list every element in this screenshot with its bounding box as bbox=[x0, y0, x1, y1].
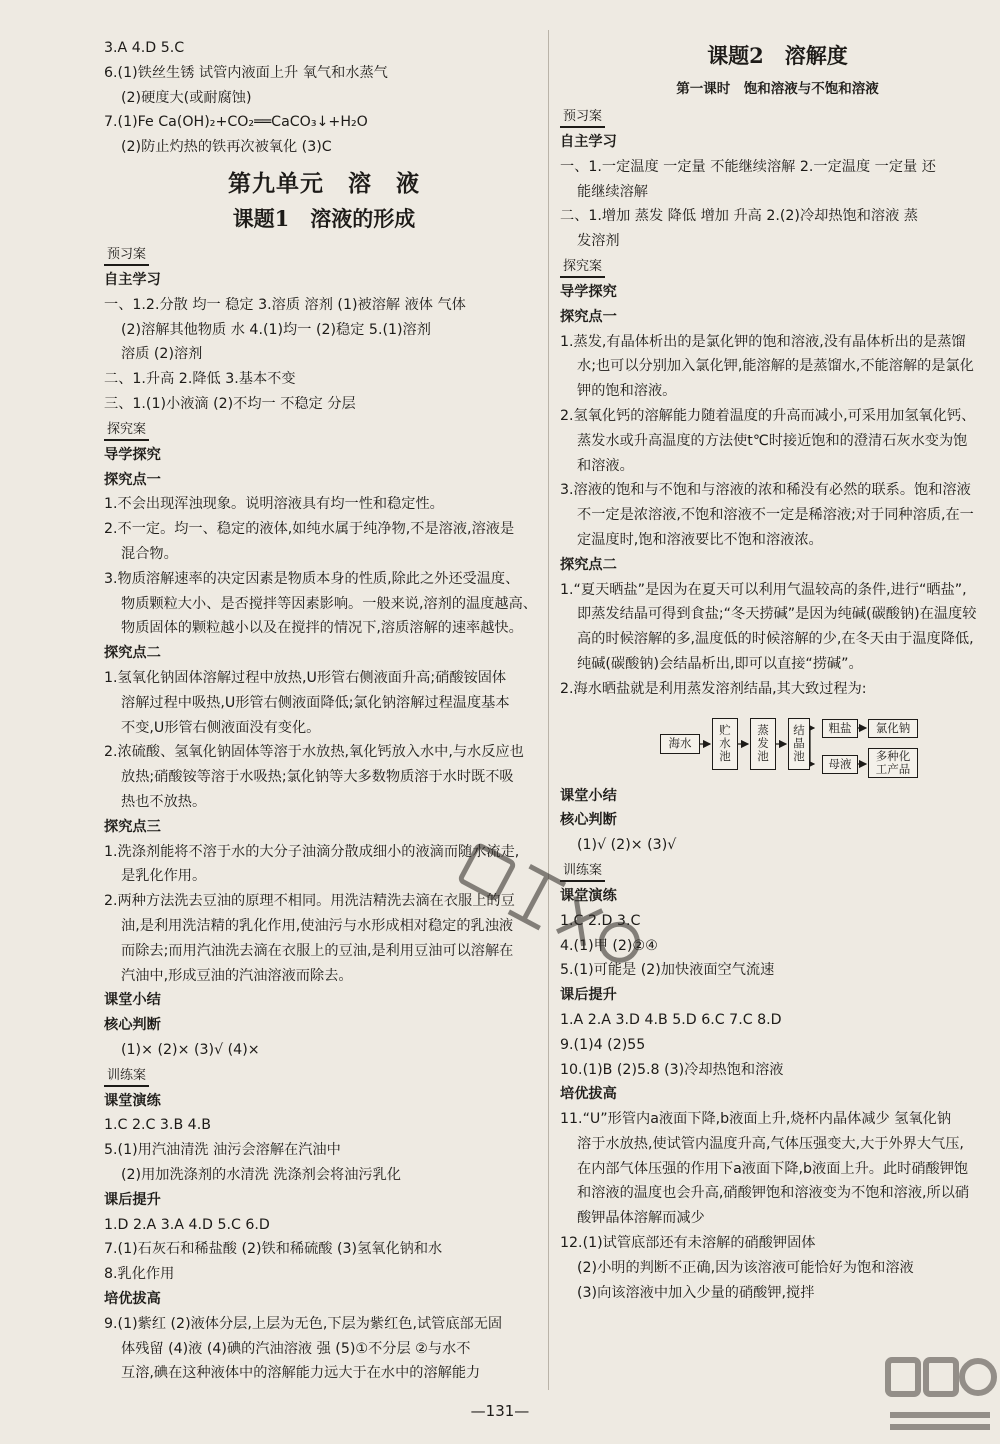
section-tag-explore: 探究案 bbox=[560, 258, 605, 278]
answer-line: 水;也可以分别加入氯化钾,能溶解的是蒸馏水,不能溶解的是氯化 bbox=[577, 358, 974, 375]
answer-line: 7.(1)石灰石和稀盐酸 (2)铁和稀硫酸 (3)氢氧化钠和水 bbox=[104, 1241, 443, 1258]
lesson-title: 课题1 溶液的形成 bbox=[232, 205, 416, 231]
answer-line: 溶解过程中吸热,U形管右侧液面降低;氯化钠溶解过程温度基本 bbox=[121, 694, 510, 711]
unit-title: 第九单元 溶 液 bbox=[228, 169, 420, 197]
answer-line: 3.物质溶解速率的决定因素是物质本身的性质,除此之外还受温度、 bbox=[104, 570, 520, 587]
flow-box-evaporation: 蒸发池 bbox=[750, 718, 776, 770]
section-heading: 课堂演练 bbox=[560, 887, 617, 904]
answer-line: 5.(1)用汽油清洗 油污会溶解在汽油中 bbox=[104, 1142, 341, 1159]
section-heading: 核心判断 bbox=[560, 812, 617, 829]
section-heading: 自主学习 bbox=[104, 271, 161, 288]
answer-line: 9.(1)紫红 (2)液体分层,上层为无色,下层为紫红色,试管底部无固 bbox=[104, 1315, 503, 1332]
flow-box-mother-liquor: 母液 bbox=[822, 755, 858, 774]
answer-line: 二、1.增加 蒸发 降低 增加 升高 2.(2)冷却热饱和溶液 蒸 bbox=[560, 208, 918, 225]
answer-line: 1.蒸发,有晶体析出的是氯化钾的饱和溶液,没有晶体析出的是蒸馏 bbox=[560, 333, 966, 350]
answer-line: 能继续溶解 bbox=[577, 183, 648, 200]
answer-line: 溶于水放热,使试管内温度升高,气体压强变大,大于外界大气压, bbox=[577, 1135, 964, 1152]
corner-site-logo bbox=[880, 1350, 1000, 1444]
section-heading: 探究点三 bbox=[104, 818, 161, 835]
answer-line: 在内部气体压强的作用下a液面下降,b液面上升。此时硝酸钾饱 bbox=[577, 1160, 969, 1177]
answer-line: 酸钾晶体溶解而减少 bbox=[577, 1210, 705, 1227]
section-heading: 导学探究 bbox=[104, 446, 161, 463]
section-heading: 探究点一 bbox=[560, 308, 617, 325]
answer-line: 1.C 2.C 3.B 4.B bbox=[104, 1117, 211, 1134]
section-heading: 课后提升 bbox=[560, 987, 617, 1004]
answer-line: (2)硬度大(或耐腐蚀) bbox=[121, 89, 252, 106]
answer-line: 钾的饱和溶液。 bbox=[577, 383, 677, 400]
answer-line: 是乳化作用。 bbox=[121, 868, 207, 885]
answer-line: 2.不一定。均一、稳定的液体,如纯水属于纯净物,不是溶液,溶液是 bbox=[104, 521, 515, 538]
section-heading: 课堂小结 bbox=[104, 992, 161, 1009]
lesson-subtitle: 第一课时 饱和溶液与不饱和溶液 bbox=[676, 81, 879, 97]
answer-line: 9.(1)4 (2)55 bbox=[560, 1036, 646, 1053]
answer-line: 即蒸发结晶可得到食盐;“冬天捞碱”是因为纯碱(碳酸钠)在温度较 bbox=[577, 606, 977, 623]
flow-box-seawater: 海水 bbox=[660, 734, 700, 754]
answer-line: 发溶剂 bbox=[577, 233, 620, 250]
answer-line: 高的时候溶解的多,温度低的时候溶解的少,在冬天由于温度降低, bbox=[577, 631, 974, 648]
section-tag-training: 训练案 bbox=[104, 1067, 149, 1087]
answer-line: 12.(1)试管底部还有未溶解的硝酸钾固体 bbox=[560, 1235, 816, 1252]
answer-line: 1.不会出现浑浊现象。说明溶液具有均一性和稳定性。 bbox=[104, 496, 444, 513]
section-tag-preview: 预习案 bbox=[104, 246, 149, 266]
answer-line: (1)× (2)× (3)√ (4)× bbox=[121, 1041, 260, 1058]
answer-line: 三、1.(1)小液滴 (2)不均一 不稳定 分层 bbox=[104, 395, 356, 412]
answer-line: 和溶液的温度也会升高,硝酸钾饱和溶液变为不饱和溶液,所以硝 bbox=[577, 1185, 970, 1202]
flow-box-reservoir: 贮水池 bbox=[712, 718, 738, 770]
section-tag-training: 训练案 bbox=[560, 862, 605, 882]
section-heading: 培优拔高 bbox=[560, 1086, 617, 1103]
section-heading: 课堂演练 bbox=[104, 1092, 161, 1109]
section-heading: 探究点一 bbox=[104, 471, 161, 488]
answer-line: (2)小明的判断不正确,因为该溶液可能恰好为饱和溶液 bbox=[577, 1259, 914, 1276]
answer-line: (2)防止灼热的铁再次被氧化 (3)C bbox=[121, 139, 332, 156]
answer-line: 物质颗粒大小、是否搅拌等因素影响。一般来说,溶剂的温度越高、 bbox=[121, 595, 537, 612]
answer-line: 和溶液。 bbox=[577, 457, 634, 474]
answer-line: 蒸发水或升高温度的方法使t℃时接近饱和的澄清石灰水变为饱 bbox=[577, 432, 968, 449]
flow-box-chem-products: 多种化工产品 bbox=[868, 748, 918, 778]
section-tag-explore: 探究案 bbox=[104, 421, 149, 441]
answer-line: 7.(1)Fe Ca(OH)₂+CO₂══CaCO₃↓+H₂O bbox=[104, 114, 368, 131]
answer-line: 10.(1)B (2)5.8 (3)冷却热饱和溶液 bbox=[560, 1061, 784, 1078]
answer-line: 二、1.升高 2.降低 3.基本不变 bbox=[104, 371, 296, 388]
answer-line: 物质固体的颗粒越小以及在搅拌的情况下,溶质溶解的速率越快。 bbox=[121, 620, 523, 637]
answer-line: 一、1.2.分散 均一 稳定 3.溶质 溶剂 (1)被溶解 液体 气体 bbox=[104, 296, 466, 313]
salt-flow-diagram bbox=[560, 708, 995, 778]
answer-line: 1.洗涤剂能将不溶于水的大分子油滴分散成细小的液滴而随水流走, bbox=[104, 843, 520, 860]
answer-line: 纯碱(碳酸钠)会结晶析出,即可以直接“捞碱”。 bbox=[577, 655, 863, 672]
answer-line: 定温度时,饱和溶液要比不饱和溶液浓。 bbox=[577, 531, 823, 548]
flow-box-crystallization: 结晶池 bbox=[788, 718, 810, 770]
right-column bbox=[560, 36, 995, 1305]
answer-line: 2.两种方法洗去豆油的原理不相同。用洗洁精洗去滴在衣服上的豆 bbox=[104, 893, 515, 910]
answer-line: (3)向该溶液中加入少量的硝酸钾,搅拌 bbox=[577, 1284, 815, 1301]
flow-box-sodium-chloride: 氯化钠 bbox=[868, 719, 918, 738]
answer-line: 1.“夏天晒盐”是因为在夏天可以利用气温较高的条件,进行“晒盐”, bbox=[560, 581, 967, 598]
column-divider bbox=[548, 30, 549, 1390]
section-heading: 培优拔高 bbox=[104, 1291, 161, 1308]
answer-line: 3.溶液的饱和与不饱和与溶液的浓和稀没有必然的联系。饱和溶液 bbox=[560, 482, 971, 499]
answer-line: 1.C 2.D 3.C bbox=[560, 912, 641, 929]
answer-line: (2)用加洗涤剂的水清洗 洗涤剂会将油污乳化 bbox=[121, 1167, 401, 1184]
section-heading: 探究点二 bbox=[104, 645, 161, 662]
section-heading: 课后提升 bbox=[104, 1191, 161, 1208]
answer-line: 6.(1)铁丝生锈 试管内液面上升 氧气和水蒸气 bbox=[104, 64, 388, 81]
answer-line: 8.乳化作用 bbox=[104, 1266, 175, 1283]
flow-box-crude-salt: 粗盐 bbox=[822, 719, 858, 738]
section-heading: 课堂小结 bbox=[560, 787, 617, 804]
answer-line: 混合物。 bbox=[121, 545, 178, 562]
answer-line: 不一定是浓溶液,不饱和溶液不一定是稀溶液;对于同种溶质,在一 bbox=[577, 507, 974, 524]
answer-line: 11.“U”形管内a液面下降,b液面上升,烧杯内晶体减少 氢氧化钠 bbox=[560, 1111, 952, 1128]
flow-arrows bbox=[560, 708, 995, 778]
answer-line: 油,是利用洗洁精的乳化作用,使油污与水形成相对稳定的乳浊液 bbox=[121, 917, 514, 934]
answer-line: 一、1.一定温度 一定量 不能继续溶解 2.一定温度 一定量 还 bbox=[560, 158, 936, 175]
answer-line: 1.氢氧化钠固体溶解过程中放热,U形管右侧液面升高;硝酸铵固体 bbox=[104, 669, 507, 686]
answer-line: 汽油中,形成豆油的汽油溶液而除去。 bbox=[121, 967, 353, 984]
answer-line: 互溶,碘在这种液体中的溶解能力远大于在水中的溶解能力 bbox=[121, 1365, 481, 1382]
answer-line: 4.(1)甲 (2)②④ bbox=[560, 937, 658, 954]
lesson-title: 课题2 溶解度 bbox=[707, 43, 848, 68]
page-number: —131— bbox=[470, 1402, 530, 1420]
answer-line: 2.氢氧化钙的溶解能力随着温度的升高而减小,可采用加氢氧化钙、 bbox=[560, 407, 976, 424]
section-heading: 导学探究 bbox=[560, 283, 617, 300]
left-column bbox=[104, 36, 544, 1386]
answer-line: 不变,U形管右侧液面没有变化。 bbox=[121, 719, 321, 736]
answer-line: 1.A 2.A 3.D 4.B 5.D 6.C 7.C 8.D bbox=[560, 1011, 782, 1028]
answer-line: 1.D 2.A 3.A 4.D 5.C 6.D bbox=[104, 1216, 270, 1233]
answer-line: 5.(1)可能是 (2)加快液面空气流速 bbox=[560, 962, 775, 979]
answer-line: 溶质 (2)溶剂 bbox=[121, 346, 203, 363]
section-tag-preview: 预习案 bbox=[560, 108, 605, 128]
answer-line: (2)溶解其他物质 水 4.(1)均一 (2)稳定 5.(1)溶剂 bbox=[121, 321, 431, 338]
answer-line: 2.海水晒盐就是利用蒸发溶剂结晶,其大致过程为: bbox=[560, 680, 867, 697]
answer-line: 体残留 (4)液 (4)碘的汽油溶液 强 (5)①不分层 ②与水不 bbox=[121, 1340, 471, 1357]
answer-line: 热也不放热。 bbox=[121, 793, 207, 810]
answer-line: (1)√ (2)× (3)√ bbox=[577, 837, 677, 854]
answer-line: 放热;硝酸铵等溶于水吸热;氯化钠等大多数物质溶于水时既不吸 bbox=[121, 769, 514, 786]
section-heading: 探究点二 bbox=[560, 556, 617, 573]
answer-line: 而除去;而用汽油洗去滴在衣服上的豆油,是利用豆油可以溶解在 bbox=[121, 942, 514, 959]
section-heading: 核心判断 bbox=[104, 1017, 161, 1034]
answer-line: 2.浓硫酸、氢氧化钠固体等溶于水放热,氧化钙放入水中,与水反应也 bbox=[104, 744, 524, 761]
answer-line: 3.A 4.D 5.C bbox=[104, 40, 185, 56]
section-heading: 自主学习 bbox=[560, 134, 617, 150]
